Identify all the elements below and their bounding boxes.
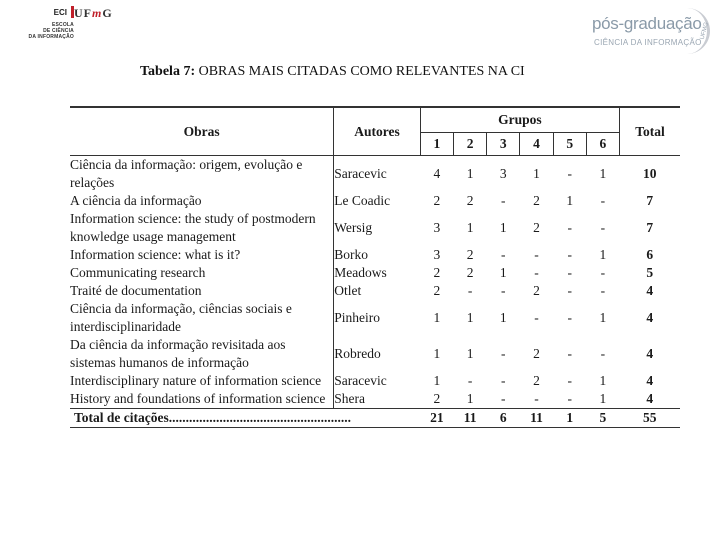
group-1-cell: 1 [433,373,441,388]
group-5-cell: 1 [566,193,574,208]
pg-logo-title: pós-graduação [592,14,702,33]
group-1-cell: 2 [433,391,441,406]
total-cell: 4 [646,391,654,406]
group-3-cell: - [501,346,506,361]
table-row [70,336,680,372]
pg-logo-subtitle: CIÊNCIA DA INFORMAÇÃO [594,38,702,47]
total-cell: 10 [643,166,657,181]
obra-cell: Interdisciplinary nature of information science [70,372,334,390]
group-3-cell: 1 [499,220,507,235]
obra-cell: Da ciência da informação revisitada aos sistemas humanos de informação [70,336,334,372]
table-row [70,246,680,264]
group-4-cell: - [534,391,539,406]
header-total: Total [620,107,681,156]
footer-group-1: 21 [420,409,453,428]
group-1-cell: 3 [433,220,441,235]
obra-cell: Communicating research [70,264,334,282]
autor-cell: Saracevic [334,373,387,388]
footer-group-5: 1 [553,409,586,428]
ufmg-logo: UFmG [74,6,113,20]
table-row [70,156,680,193]
group-1-cell: 1 [433,310,441,325]
group-1-cell: 2 [433,265,441,280]
group-5-cell: - [567,283,572,298]
eci-mark: ECI [53,7,67,17]
group-4-cell: 2 [533,193,540,208]
total-cell: 7 [646,220,654,235]
autor-cell: Borko [334,247,368,262]
total-cell: 4 [646,346,654,361]
group-2-cell: 1 [466,391,474,406]
group-3-cell: - [501,391,506,406]
citations-table [70,106,680,428]
autor-cell: Shera [334,391,365,406]
total-cell: 4 [646,310,654,325]
footer-group-2: 11 [453,409,486,428]
autor-cell: Otlet [334,283,362,298]
autor-cell: Le Coadic [334,193,391,208]
total-cell: 6 [646,247,654,262]
total-cell: 4 [646,373,654,388]
table-row [70,210,680,246]
group-2-cell: - [467,283,473,298]
table-row [70,282,680,300]
obra-cell: Information science: what is it? [70,246,334,264]
group-6-cell: - [600,220,606,235]
group-2-cell: 2 [466,247,474,262]
group-1-cell: 2 [433,283,441,298]
obra-cell: A ciência da informação [70,192,334,210]
table-row [70,264,680,282]
footer-group-4: 11 [520,409,553,428]
group-1-cell: 3 [433,247,441,262]
pos-graduacao-logo [584,8,714,58]
group-6-cell: - [600,193,606,208]
group-6-cell: - [600,283,606,298]
autor-cell: Saracevic [334,166,387,181]
total-citations-label: Total de citações...................................................... [70,409,420,428]
group-3-cell: 1 [499,310,507,325]
group-6-cell: 1 [599,166,607,181]
group-3-cell: - [501,373,506,388]
obra-cell: Ciência da informação: origem, evolução e relações [70,156,334,193]
group-3-cell: - [501,283,506,298]
table-row [70,390,680,409]
group-5-cell: - [567,310,572,325]
group-5-cell: - [567,265,572,280]
group-number-2: 2 [453,133,486,156]
group-2-cell: 1 [466,220,474,235]
obra-cell: Ciência da informação, ciências sociais e interdisciplinaridade [70,300,334,336]
group-6-cell: 1 [599,391,607,406]
group-5-cell: - [567,220,572,235]
obra-cell: History and foundations of information science [70,390,334,409]
group-6-cell: 1 [599,247,607,262]
group-5-cell: - [567,346,572,361]
eci-subtitle: ESCOLA DE CIÊNCIA DA INFORMAÇÃO [28,22,74,40]
group-1-cell: 1 [433,346,441,361]
group-4-cell: 2 [533,220,540,235]
group-4-cell: - [534,265,539,280]
group-4-cell: 1 [533,166,540,181]
autor-cell: Meadows [334,265,387,280]
group-number-4: 4 [520,133,553,156]
table-row [70,300,680,336]
autor-cell: Wersig [334,220,373,235]
group-4-cell: - [534,247,539,262]
group-4-cell: - [534,310,539,325]
group-5-cell: - [567,166,572,181]
group-3-cell: 3 [499,166,507,181]
group-6-cell: 1 [599,310,607,325]
group-1-cell: 2 [433,193,441,208]
pg-logo-ufmg: UFMG [699,21,711,41]
footer-total: 55 [620,409,681,428]
total-cell: 7 [646,193,654,208]
group-4-cell: 2 [533,346,540,361]
total-cell: 4 [646,283,654,298]
group-2-cell: 1 [466,166,474,181]
group-number-5: 5 [553,133,586,156]
group-5-cell: - [567,391,572,406]
group-number-6: 6 [586,133,619,156]
group-2-cell: - [467,373,473,388]
header-obras: Obras [70,107,334,156]
footer-group-3: 6 [487,409,520,428]
group-2-cell: 2 [466,193,474,208]
table-row [70,192,680,210]
table-body [70,156,680,428]
group-5-cell: - [567,247,572,262]
total-citations-row [70,409,680,428]
group-number-3: 3 [487,133,520,156]
group-3-cell: - [501,247,506,262]
group-3-cell: 1 [499,265,507,280]
group-6-cell: - [600,265,606,280]
header-grupos: Grupos [420,107,619,133]
autor-cell: Pinheiro [334,310,380,325]
group-3-cell: - [501,193,506,208]
autor-cell: Robredo [334,346,381,361]
eci-logo [14,6,74,40]
group-4-cell: 2 [533,373,540,388]
group-2-cell: 1 [466,346,474,361]
group-6-cell: 1 [599,373,607,388]
group-2-cell: 1 [466,310,474,325]
group-6-cell: - [600,346,606,361]
group-number-1: 1 [420,133,453,156]
group-2-cell: 2 [466,265,474,280]
table-row [70,372,680,390]
table-title: Tabela 7: OBRAS MAIS CITADAS COMO RELEVANTES NA CI [140,64,525,79]
group-1-cell: 4 [433,166,441,181]
total-cell: 5 [646,265,654,280]
group-5-cell: - [567,373,572,388]
group-4-cell: 2 [533,283,540,298]
obra-cell: Information science: the study of postmodern knowledge usage management [70,210,334,246]
obra-cell: Traité de documentation [70,282,334,300]
footer-group-6: 5 [586,409,619,428]
header-autores: Autores [334,107,421,156]
